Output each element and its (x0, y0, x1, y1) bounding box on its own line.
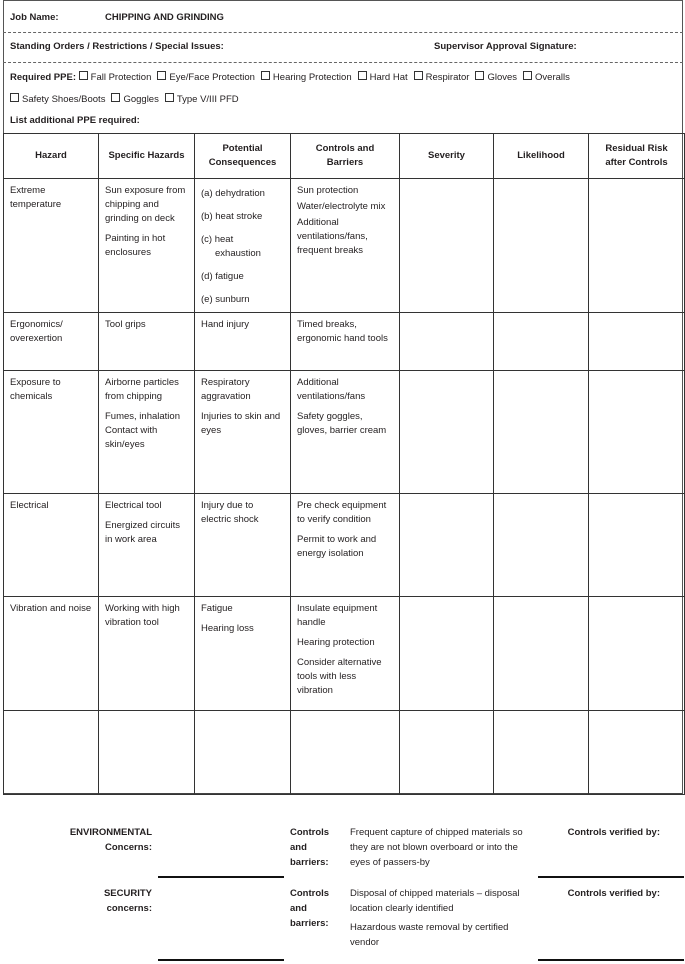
security-concerns-label: SECURITY concerns: (103, 888, 152, 914)
checkbox-icon[interactable] (79, 71, 88, 80)
cell-consequences: Respiratory aggravation Injuries to skin and eyes (195, 371, 291, 494)
checkbox-icon[interactable] (165, 93, 174, 102)
security-concerns-signature-line[interactable] (158, 959, 284, 961)
cell-consequences: Fatigue Hearing loss (195, 597, 291, 711)
cell-severity[interactable] (400, 313, 494, 371)
ppe-option-respirator[interactable]: Respirator (414, 72, 470, 83)
cell-consequences: (a) dehydration (b) heat stroke (c) heat exhaustion (d) fatigue (e) sunburn (195, 179, 291, 313)
cell-specific-hazards: Tool grips (99, 313, 195, 371)
checkbox-icon[interactable] (358, 71, 367, 80)
divider (3, 62, 683, 63)
ppe-option-safety-shoes[interactable]: Safety Shoes/Boots (10, 94, 105, 105)
ppe-option-hearing-protection[interactable]: Hearing Protection (261, 72, 352, 83)
ppe-option-fall-protection[interactable]: Fall Protection (79, 72, 152, 83)
checkbox-icon[interactable] (10, 93, 19, 102)
cell-likelihood[interactable] (494, 371, 589, 494)
cell-likelihood[interactable] (494, 313, 589, 371)
table-row-empty (4, 711, 685, 795)
cell-hazard[interactable] (4, 711, 99, 795)
cell-specific-hazards: Electrical tool Energized circuits in work area (99, 494, 195, 597)
environmental-verified-signature-line[interactable] (538, 876, 684, 878)
cell-specific-hazards: Airborne particles from chipping Fumes, inhalation Contact with skin/eyes (99, 371, 195, 494)
additional-ppe-label: List additional PPE required: (10, 115, 140, 126)
cell-hazard: Ergonomics/ overexertion (4, 313, 99, 371)
ppe-option-pfd[interactable]: Type V/III PFD (165, 94, 239, 105)
ppe-option-gloves[interactable]: Gloves (475, 72, 517, 83)
col-header-severity: Severity (400, 134, 494, 179)
cell-hazard: Electrical (4, 494, 99, 597)
table-row (4, 371, 685, 494)
cell-residual-risk[interactable] (589, 371, 685, 494)
cell-specific-hazards: Working with high vibration tool (99, 597, 195, 711)
divider (3, 32, 683, 33)
cell-residual-risk[interactable] (589, 494, 685, 597)
cell-consequences: Hand injury (195, 313, 291, 371)
col-header-likelihood: Likelihood (494, 134, 589, 179)
environmental-controls-text: Frequent capture of chipped materials so they are not blown overboard or into the eyes of passers-by (350, 827, 523, 868)
job-name-value: CHIPPING AND GRINDING (105, 12, 224, 23)
cell-residual-risk[interactable] (589, 179, 685, 313)
cell-residual-risk[interactable] (589, 313, 685, 371)
cell-severity[interactable] (400, 371, 494, 494)
security-verified-label: Controls verified by: (567, 888, 660, 899)
environmental-concerns-signature-line[interactable] (158, 876, 284, 878)
table-row (4, 494, 685, 597)
cell-likelihood[interactable] (494, 179, 589, 313)
cell-hazard: Vibration and noise (4, 597, 99, 711)
ppe-option-eye-face-protection[interactable]: Eye/Face Protection (157, 72, 255, 83)
checkbox-icon[interactable] (261, 71, 270, 80)
cell-controls: Insulate equipment handle Hearing protection Consider alternative tools with less vibration (291, 597, 400, 711)
supervisor-signature-label: Supervisor Approval Signature: (434, 41, 577, 52)
security-verified-signature-line[interactable] (538, 959, 684, 961)
checkbox-icon[interactable] (475, 71, 484, 80)
cell-consequences: Injury due to electric shock (195, 494, 291, 597)
col-header-controls-barriers: Controls and Barriers (291, 134, 400, 179)
cell-severity[interactable] (400, 597, 494, 711)
cell-residual-risk[interactable] (589, 711, 685, 795)
cell-hazard: Extreme temperature (4, 179, 99, 313)
cell-hazard: Exposure to chemicals (4, 371, 99, 494)
checkbox-icon[interactable] (111, 93, 120, 102)
security-controls-label: Controls and barriers: (290, 888, 330, 929)
security-controls-text: Disposal of chipped materials – disposal location clearly identified Hazardous waste removal by certified vendor (350, 888, 520, 948)
cell-controls[interactable] (291, 711, 400, 795)
cell-severity[interactable] (400, 494, 494, 597)
cell-severity[interactable] (400, 179, 494, 313)
environmental-controls-label: Controls and barriers: (290, 827, 330, 868)
environmental-verified-label: Controls verified by: (567, 827, 660, 838)
required-ppe-line-2 (10, 93, 245, 105)
cell-likelihood[interactable] (494, 597, 589, 711)
required-ppe-line-1 (10, 71, 576, 83)
required-ppe-label: Required PPE: (10, 72, 76, 83)
footer-concerns (0, 820, 685, 964)
table-row (4, 313, 685, 371)
ppe-option-overalls[interactable]: Overalls (523, 72, 570, 83)
col-header-potential-consequences: Potential Consequences (195, 134, 291, 179)
table-header-row (4, 134, 685, 179)
ppe-option-goggles[interactable]: Goggles (111, 94, 158, 105)
table-row (4, 179, 685, 313)
ppe-option-hard-hat[interactable]: Hard Hat (358, 72, 408, 83)
cell-residual-risk[interactable] (589, 597, 685, 711)
standing-orders-label: Standing Orders / Restrictions / Special Issues: (10, 41, 224, 52)
environmental-concerns-label: ENVIRONMENTAL Concerns: (69, 827, 152, 853)
col-header-residual-risk: Residual Risk after Controls (589, 134, 685, 179)
cell-likelihood[interactable] (494, 494, 589, 597)
cell-controls: Pre check equipment to verify condition Permit to work and energy isolation (291, 494, 400, 597)
table-row (4, 597, 685, 711)
col-header-hazard: Hazard (4, 134, 99, 179)
cell-severity[interactable] (400, 711, 494, 795)
cell-controls: Timed breaks, ergonomic hand tools (291, 313, 400, 371)
col-header-specific-hazards: Specific Hazards (99, 134, 195, 179)
cell-specific-hazards: Sun exposure from chipping and grinding on deck Painting in hot enclosures (99, 179, 195, 313)
cell-likelihood[interactable] (494, 711, 589, 795)
cell-specific-hazards[interactable] (99, 711, 195, 795)
job-name-label: Job Name: (10, 12, 59, 23)
form-top-border (3, 0, 683, 1)
cell-controls: Sun protection Water/electrolyte mix Additional ventilations/fans, frequent breaks (291, 179, 400, 313)
checkbox-icon[interactable] (414, 71, 423, 80)
checkbox-icon[interactable] (157, 71, 166, 80)
cell-controls: Additional ventilations/fans Safety goggles, gloves, barrier cream (291, 371, 400, 494)
checkbox-icon[interactable] (523, 71, 532, 80)
risk-assessment-table (3, 133, 685, 795)
cell-consequences[interactable] (195, 711, 291, 795)
